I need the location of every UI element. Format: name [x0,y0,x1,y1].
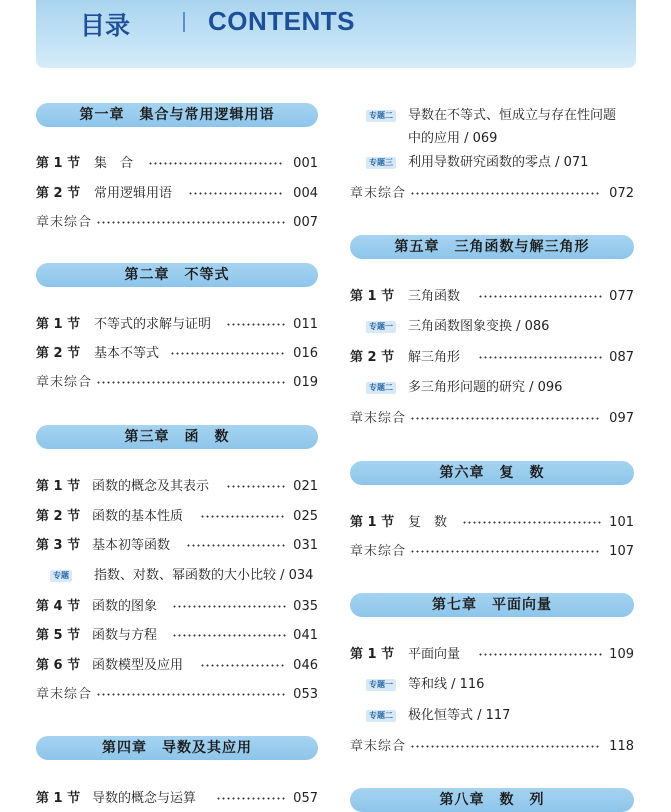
toc-entry[interactable] [36,477,318,497]
section-title: 函数的图象 [92,599,158,614]
section-label: 第 1 节 [350,647,395,662]
topic-title: 等和线 / 116 [408,677,485,692]
dot-leader [96,221,286,224]
dot-leader [410,550,600,553]
section-title: 函数的基本性质 [92,509,184,524]
section-label: 第 1 节 [350,515,395,530]
toc-entry[interactable] [36,344,318,364]
dot-leader [96,381,286,384]
toc-topic-entry[interactable] [350,106,634,126]
page-number: 077 [609,289,634,304]
topic-badge: 专题一 [366,679,396,691]
chapter-4-header[interactable]: 第四章 导数及其应用 [36,736,318,760]
dot-leader [172,634,286,637]
page-number: 101 [609,515,634,530]
dot-leader [200,664,286,667]
title-separator [183,12,185,32]
section-label: 第 4 节 [36,599,81,614]
dot-leader [188,192,284,195]
toc-topic-entry[interactable] [350,675,634,695]
toc-entry[interactable] [350,513,634,533]
dot-leader [410,192,600,195]
header-banner [36,0,636,68]
section-label: 第 2 节 [36,509,81,524]
chapter-6-header[interactable]: 第六章 复 数 [350,461,634,485]
chapter-1-header[interactable]: 第一章 集合与常用逻辑用语 [36,103,318,127]
toc-entry[interactable] [36,597,318,617]
section-title: 常用逻辑用语 [94,186,173,201]
page-number: 031 [293,538,318,553]
section-label: 第 5 节 [36,628,81,643]
toc-entry[interactable] [36,154,318,174]
section-title: 基本不等式 [94,346,160,361]
topic-title-line2: 中的应用 / 069 [408,131,498,146]
toc-topic-entry[interactable] [350,317,634,337]
toc-entry[interactable] [350,287,634,307]
topic-badge: 专题二 [366,110,396,122]
toc-entry-chapter-review[interactable] [350,184,634,204]
section-label: 第 1 节 [36,156,81,171]
page-number: 019 [293,375,318,390]
section-label: 第 1 节 [36,479,81,494]
page-number: 035 [293,599,318,614]
review-title: 章末综合 [36,215,93,230]
toc-entry[interactable] [350,645,634,665]
toc-topic-entry[interactable] [36,566,318,586]
topic-badge: 专题三 [366,157,396,169]
dot-leader [172,605,286,608]
page-number: 021 [293,479,318,494]
title-cn: 目录 [80,11,131,40]
toc-entry[interactable] [36,789,318,809]
review-title: 章末综合 [350,544,407,559]
page-number: 097 [609,411,634,426]
section-title: 函数模型及应用 [92,658,184,673]
toc-topic-entry[interactable] [350,378,634,398]
toc-entry[interactable] [36,626,318,646]
dot-leader [410,745,600,748]
toc-entry-chapter-review[interactable] [36,373,318,393]
topic-title: 利用导数研究函数的零点 / 071 [408,155,589,170]
section-title: 基本初等函数 [92,538,171,553]
page-number: 109 [609,647,634,662]
section-title: 复 数 [408,515,448,530]
dot-leader [478,356,602,359]
section-title: 集 合 [94,156,134,171]
section-label: 第 3 节 [36,538,81,553]
chapter-8-header[interactable]: 第八章 数 列 [350,788,634,812]
toc-entry[interactable] [36,184,318,204]
topic-title: 指数、对数、幂函数的大小比较 / 034 [94,568,314,583]
toc-entry[interactable] [350,348,634,368]
dot-leader [226,323,286,326]
section-title: 不等式的求解与证明 [94,317,212,332]
page-number: 011 [293,317,318,332]
review-title: 章末综合 [36,687,93,702]
review-title: 章末综合 [350,186,407,201]
toc-entry[interactable] [36,536,318,556]
dot-leader [200,515,286,518]
review-title: 章末综合 [350,411,407,426]
topic-title: 多三角形问题的研究 / 096 [408,380,563,395]
dot-leader [226,485,286,488]
page-number: 107 [609,544,634,559]
page-number: 046 [293,658,318,673]
page-number: 087 [609,350,634,365]
topic-badge: 专题二 [366,710,396,722]
topic-badge: 专题一 [366,321,396,333]
topic-badge: 专题 [50,570,72,582]
page-number: 016 [293,346,318,361]
review-title: 章末综合 [36,375,93,390]
topic-badge: 专题二 [366,382,396,394]
section-label: 第 1 节 [350,289,395,304]
toc-entry[interactable] [36,507,318,527]
chapter-7-header[interactable]: 第七章 平面向量 [350,593,634,617]
toc-topic-entry[interactable] [350,706,634,726]
toc-entry-chapter-review[interactable] [36,685,318,705]
toc-entry-chapter-review[interactable] [350,409,634,429]
page-number: 072 [609,186,634,201]
dot-leader [462,521,602,524]
section-label: 第 1 节 [36,791,81,806]
page-number: 118 [609,739,634,754]
dot-leader [148,162,284,165]
dot-leader [186,544,286,547]
dot-leader [170,352,286,355]
review-title: 章末综合 [350,739,407,754]
toc-topic-entry[interactable] [350,153,634,173]
toc-entry[interactable] [36,656,318,676]
chapter-2-header[interactable]: 第二章 不等式 [36,263,318,287]
dot-leader [478,653,602,656]
page-number: 057 [293,791,318,806]
section-label: 第 2 节 [36,186,81,201]
page-number: 041 [293,628,318,643]
topic-title-line1: 导数在不等式、恒成立与存在性问题 [408,108,617,123]
section-title: 平面向量 [408,647,461,662]
section-title: 导数的概念与运算 [92,791,197,806]
topic-title: 极化恒等式 / 117 [408,708,511,723]
section-title: 函数与方程 [92,628,158,643]
page-number: 025 [293,509,318,524]
toc-entry-chapter-review[interactable] [350,737,634,757]
section-title: 解三角形 [408,350,461,365]
dot-leader [410,417,600,420]
dot-leader [96,693,286,696]
section-label: 第 1 节 [36,317,81,332]
page-number: 004 [293,186,318,201]
section-label: 第 6 节 [36,658,81,673]
dot-leader [478,295,602,298]
toc-topic-entry-cont [350,129,634,149]
dot-leader [216,797,286,800]
topic-title: 三角函数图象变换 / 086 [408,319,550,334]
chapter-5-header[interactable]: 第五章 三角函数与解三角形 [350,235,634,259]
toc-entry[interactable] [36,315,318,335]
chapter-3-header[interactable]: 第三章 函 数 [36,425,318,449]
section-title: 函数的概念及其表示 [92,479,210,494]
toc-entry-chapter-review[interactable] [350,542,634,562]
toc-entry-chapter-review[interactable] [36,213,318,233]
page-number: 001 [293,156,318,171]
page-number: 007 [293,215,318,230]
page-number: 053 [293,687,318,702]
section-title: 三角函数 [408,289,461,304]
title-en: CONTENTS [208,6,355,36]
section-label: 第 2 节 [350,350,395,365]
section-label: 第 2 节 [36,346,81,361]
